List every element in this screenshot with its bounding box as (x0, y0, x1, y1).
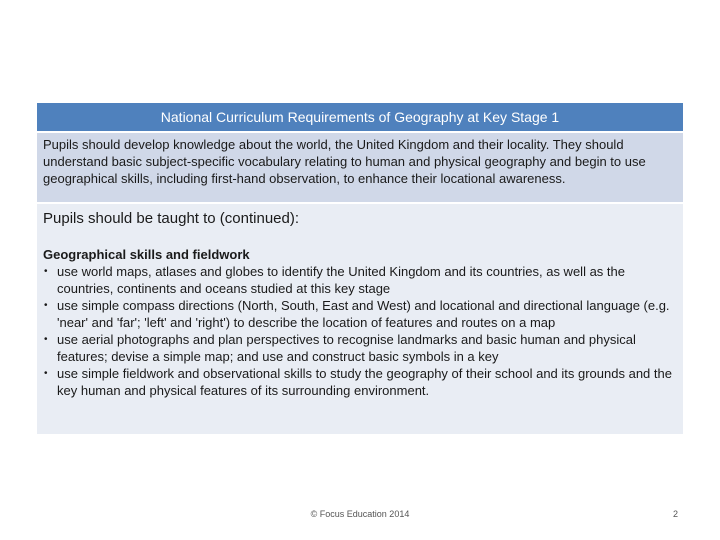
bullet-list (43, 263, 677, 399)
page-number: 2 (672, 509, 678, 519)
bullet-text: use aerial photographs and plan perspectives to recognise landmarks and basic human and physical features; devise a simple map; and use and construct basic symbols in a key (57, 332, 636, 364)
bullet-icon: • (44, 334, 48, 345)
footer-copyright: © Focus Education 2014 (310, 509, 410, 519)
list-item (43, 331, 677, 365)
list-item (43, 297, 677, 331)
table-title: National Curriculum Requirements of Geography at Key Stage 1 (160, 109, 560, 125)
curriculum-table (37, 103, 683, 434)
list-item (43, 263, 677, 297)
taught-heading: Pupils should be taught to (continued): (43, 210, 300, 227)
section-heading: Geographical skills and fieldwork (43, 247, 250, 262)
intro-cell (37, 133, 683, 204)
requirements-cell (37, 204, 683, 434)
bullet-text: use simple compass directions (North, South, East and West) and locational and directional language (e.g. 'near' and 'far'; 'left' and 'right') to describe the location of features and routes on a map (57, 298, 670, 330)
list-item (43, 365, 677, 399)
bullet-icon: • (44, 300, 48, 311)
table-header (37, 103, 683, 133)
bullet-text: use simple fieldwork and observational skills to study the geography of their school and its grounds and the key human and physical features of its surrounding environment. (57, 366, 672, 398)
bullet-text: use world maps, atlases and globes to identify the United Kingdom and its countries, as well as the countries, continents and oceans studied at this key stage (57, 264, 625, 296)
bullet-icon: • (44, 266, 48, 277)
intro-text: Pupils should develop knowledge about the world, the United Kingdom and their locality. They should understand basic subject-specific vocabulary relating to human and physical geography and begin to use geographical skills, including first-hand observation, to enhance their locational awareness. (43, 137, 646, 186)
bullet-icon: • (44, 368, 48, 379)
